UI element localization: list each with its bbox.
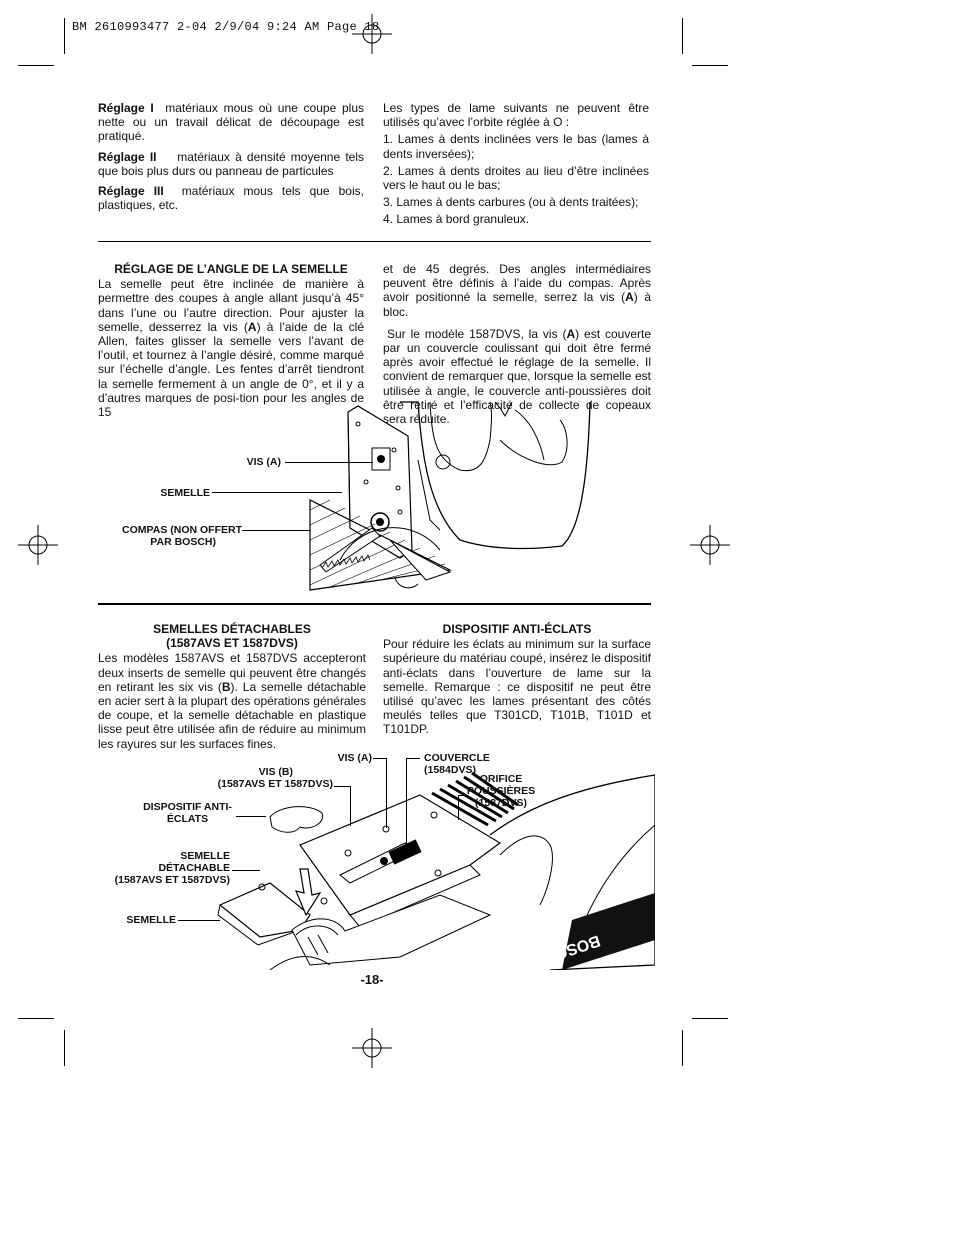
page-number: -18- bbox=[360, 972, 384, 987]
leader-line bbox=[334, 786, 350, 787]
blade-item: 1. Lames à dents inclinées vers le bas (lames à dents inversées); bbox=[383, 132, 649, 161]
orbit-settings-column bbox=[98, 101, 364, 218]
leader-line bbox=[406, 758, 407, 848]
bevel-left-text: La semelle peut être inclinée de manière à permettre des coupes à angle allant jusqu’à 45° dans l’une ou l’autre direction. Pour ajuster la semelle, desserrez la vis (A) à l’aide de la clé Allen, faites glisser la semelle vers l’avant de l’outil, et tournez à l’angle désiré, comme marqué sur l’échelle d’angle. Les fentes d’arrêt tiendront la semelle fermement à un angle de 0°, et il y a d’autres marques de posi-tion pour les angles de 15 bbox=[98, 277, 364, 420]
leader-line bbox=[458, 795, 459, 820]
callout-vis-a-2: VIS (A) bbox=[337, 752, 372, 764]
section-divider bbox=[98, 241, 651, 242]
bevel-left-column bbox=[98, 262, 364, 419]
crop-mark bbox=[682, 18, 683, 54]
callout-dispositif: DISPOSITIF ANTI- ÉCLATS bbox=[143, 801, 232, 825]
section-divider bbox=[98, 603, 651, 605]
bevel-right-p2: Sur le modèle 1587DVS, la vis (A) est couverte par un couvercle coulissant qui doit être fermé après avoir effectué le réglage de la semelle. Il convient de remarquer que, lorsque la semelle est utilisée à angle, le couvercle anti-poussières doit être retiré et l’efficacité de collecte de copeaux sera réduite. bbox=[383, 326, 651, 427]
callout-compas: COMPAS (NON OFFERT PAR BOSCH) bbox=[122, 524, 242, 548]
crop-mark bbox=[64, 18, 65, 54]
registration-mark-left bbox=[18, 525, 58, 565]
leader-line bbox=[406, 758, 420, 759]
callout-semelle-detachable: SEMELLE DÉTACHABLE (1587AVS ET 1587DVS) bbox=[114, 850, 230, 886]
crop-mark bbox=[18, 65, 54, 66]
registration-mark-top bbox=[352, 14, 392, 54]
bevel-right-p1: et de 45 degrés. Des angles intermédiaires peuvent être définis à l’aide du compas. Après avoir positionné la semelle, serrez la vis (A) à bloc. bbox=[383, 262, 651, 319]
removable-subheading: (1587AVS ET 1587DVS) bbox=[166, 636, 298, 651]
leader-line bbox=[178, 920, 220, 921]
print-slug: BM 2610993477 2-04 2/9/04 9:24 AM Page 18 bbox=[72, 20, 380, 34]
removable-text: Les modèles 1587AVS et 1587DVS accepteront deux inserts de semelle qui peuvent être changés en retirant les six vis (B). La semelle détachable en acier sert à la plupart des opérations générales de coupe, et la semelle détachable en plastique lisse peut être utilisée afin de réduire au minimum les rayures sur les surfaces fines. bbox=[98, 651, 366, 751]
removable-soles-column bbox=[98, 622, 366, 751]
blade-item: 2. Lames à dents droites au lieu d’être inclinées vers le haut ou le bas; bbox=[383, 163, 649, 193]
crop-mark bbox=[682, 1030, 683, 1066]
setting-2: Réglage II matériaux à densité moyenne tels que bois plus durs ou panneau de particules bbox=[98, 149, 364, 178]
callout-orifice: ORIFICE POUSSIÈRES (1587DVS) bbox=[466, 773, 536, 809]
callout-vis-b: VIS (B) (1587AVS ET 1587DVS) bbox=[217, 766, 333, 790]
blade-item: 3. Lames à dents carbures (ou à dents traitées); bbox=[383, 195, 639, 210]
crop-mark bbox=[692, 65, 728, 66]
leader-line bbox=[386, 758, 387, 828]
leader-line bbox=[373, 758, 386, 759]
leader-line bbox=[350, 786, 351, 826]
leader-line bbox=[212, 492, 342, 493]
crop-mark bbox=[18, 1018, 54, 1019]
leader-line bbox=[236, 816, 266, 817]
leader-line bbox=[232, 870, 260, 871]
callout-couvercle: COUVERCLE (1584DVS) bbox=[424, 752, 490, 776]
antisplinter-column bbox=[383, 622, 651, 737]
bevel-illustration bbox=[300, 400, 600, 592]
crop-mark bbox=[64, 1030, 65, 1066]
registration-mark-bottom bbox=[352, 1028, 392, 1068]
setting-1: Réglage I matériaux mous où une coupe plus nette ou un travail délicat de découpage est pratiqué. bbox=[98, 101, 364, 144]
callout-vis-a: VIS (A) bbox=[246, 456, 281, 468]
blade-types-column bbox=[383, 101, 649, 233]
leader-line bbox=[242, 530, 310, 531]
callout-semelle: SEMELLE bbox=[160, 487, 210, 499]
bevel-heading: RÉGLAGE DE L’ANGLE DE LA SEMELLE bbox=[114, 262, 348, 276]
blade-item: 4. Lames à bord granuleux. bbox=[383, 212, 530, 227]
antisplinter-heading: DISPOSITIF ANTI-ÉCLATS bbox=[442, 622, 592, 636]
registration-mark-right bbox=[690, 525, 730, 565]
leader-line bbox=[285, 462, 373, 463]
antisplinter-text: Pour réduire les éclats au minimum sur la surface supérieure du matériau coupé, insérez le dispositif anti-éclats dans l’ouverture de lame sur la semelle. Remarque : ce dispositif ne peut être utilisé qu’avec les lames présentant des côtés meulés telles que T301CD, T101B, T101D et T101DP. bbox=[383, 637, 651, 737]
blade-intro: Les types de lame suivants ne peuvent être utilisés qu’avec l’orbite réglée à O : bbox=[383, 101, 649, 130]
setting-3: Réglage III matériaux mous tels que bois, plastiques, etc. bbox=[98, 184, 364, 213]
brand-logo: BOSCH bbox=[541, 931, 603, 966]
callout-semelle-2: SEMELLE bbox=[126, 914, 176, 926]
removable-heading: SEMELLES DÉTACHABLES bbox=[153, 622, 311, 636]
crop-mark bbox=[692, 1018, 728, 1019]
removable-sole-illustration bbox=[200, 765, 655, 970]
